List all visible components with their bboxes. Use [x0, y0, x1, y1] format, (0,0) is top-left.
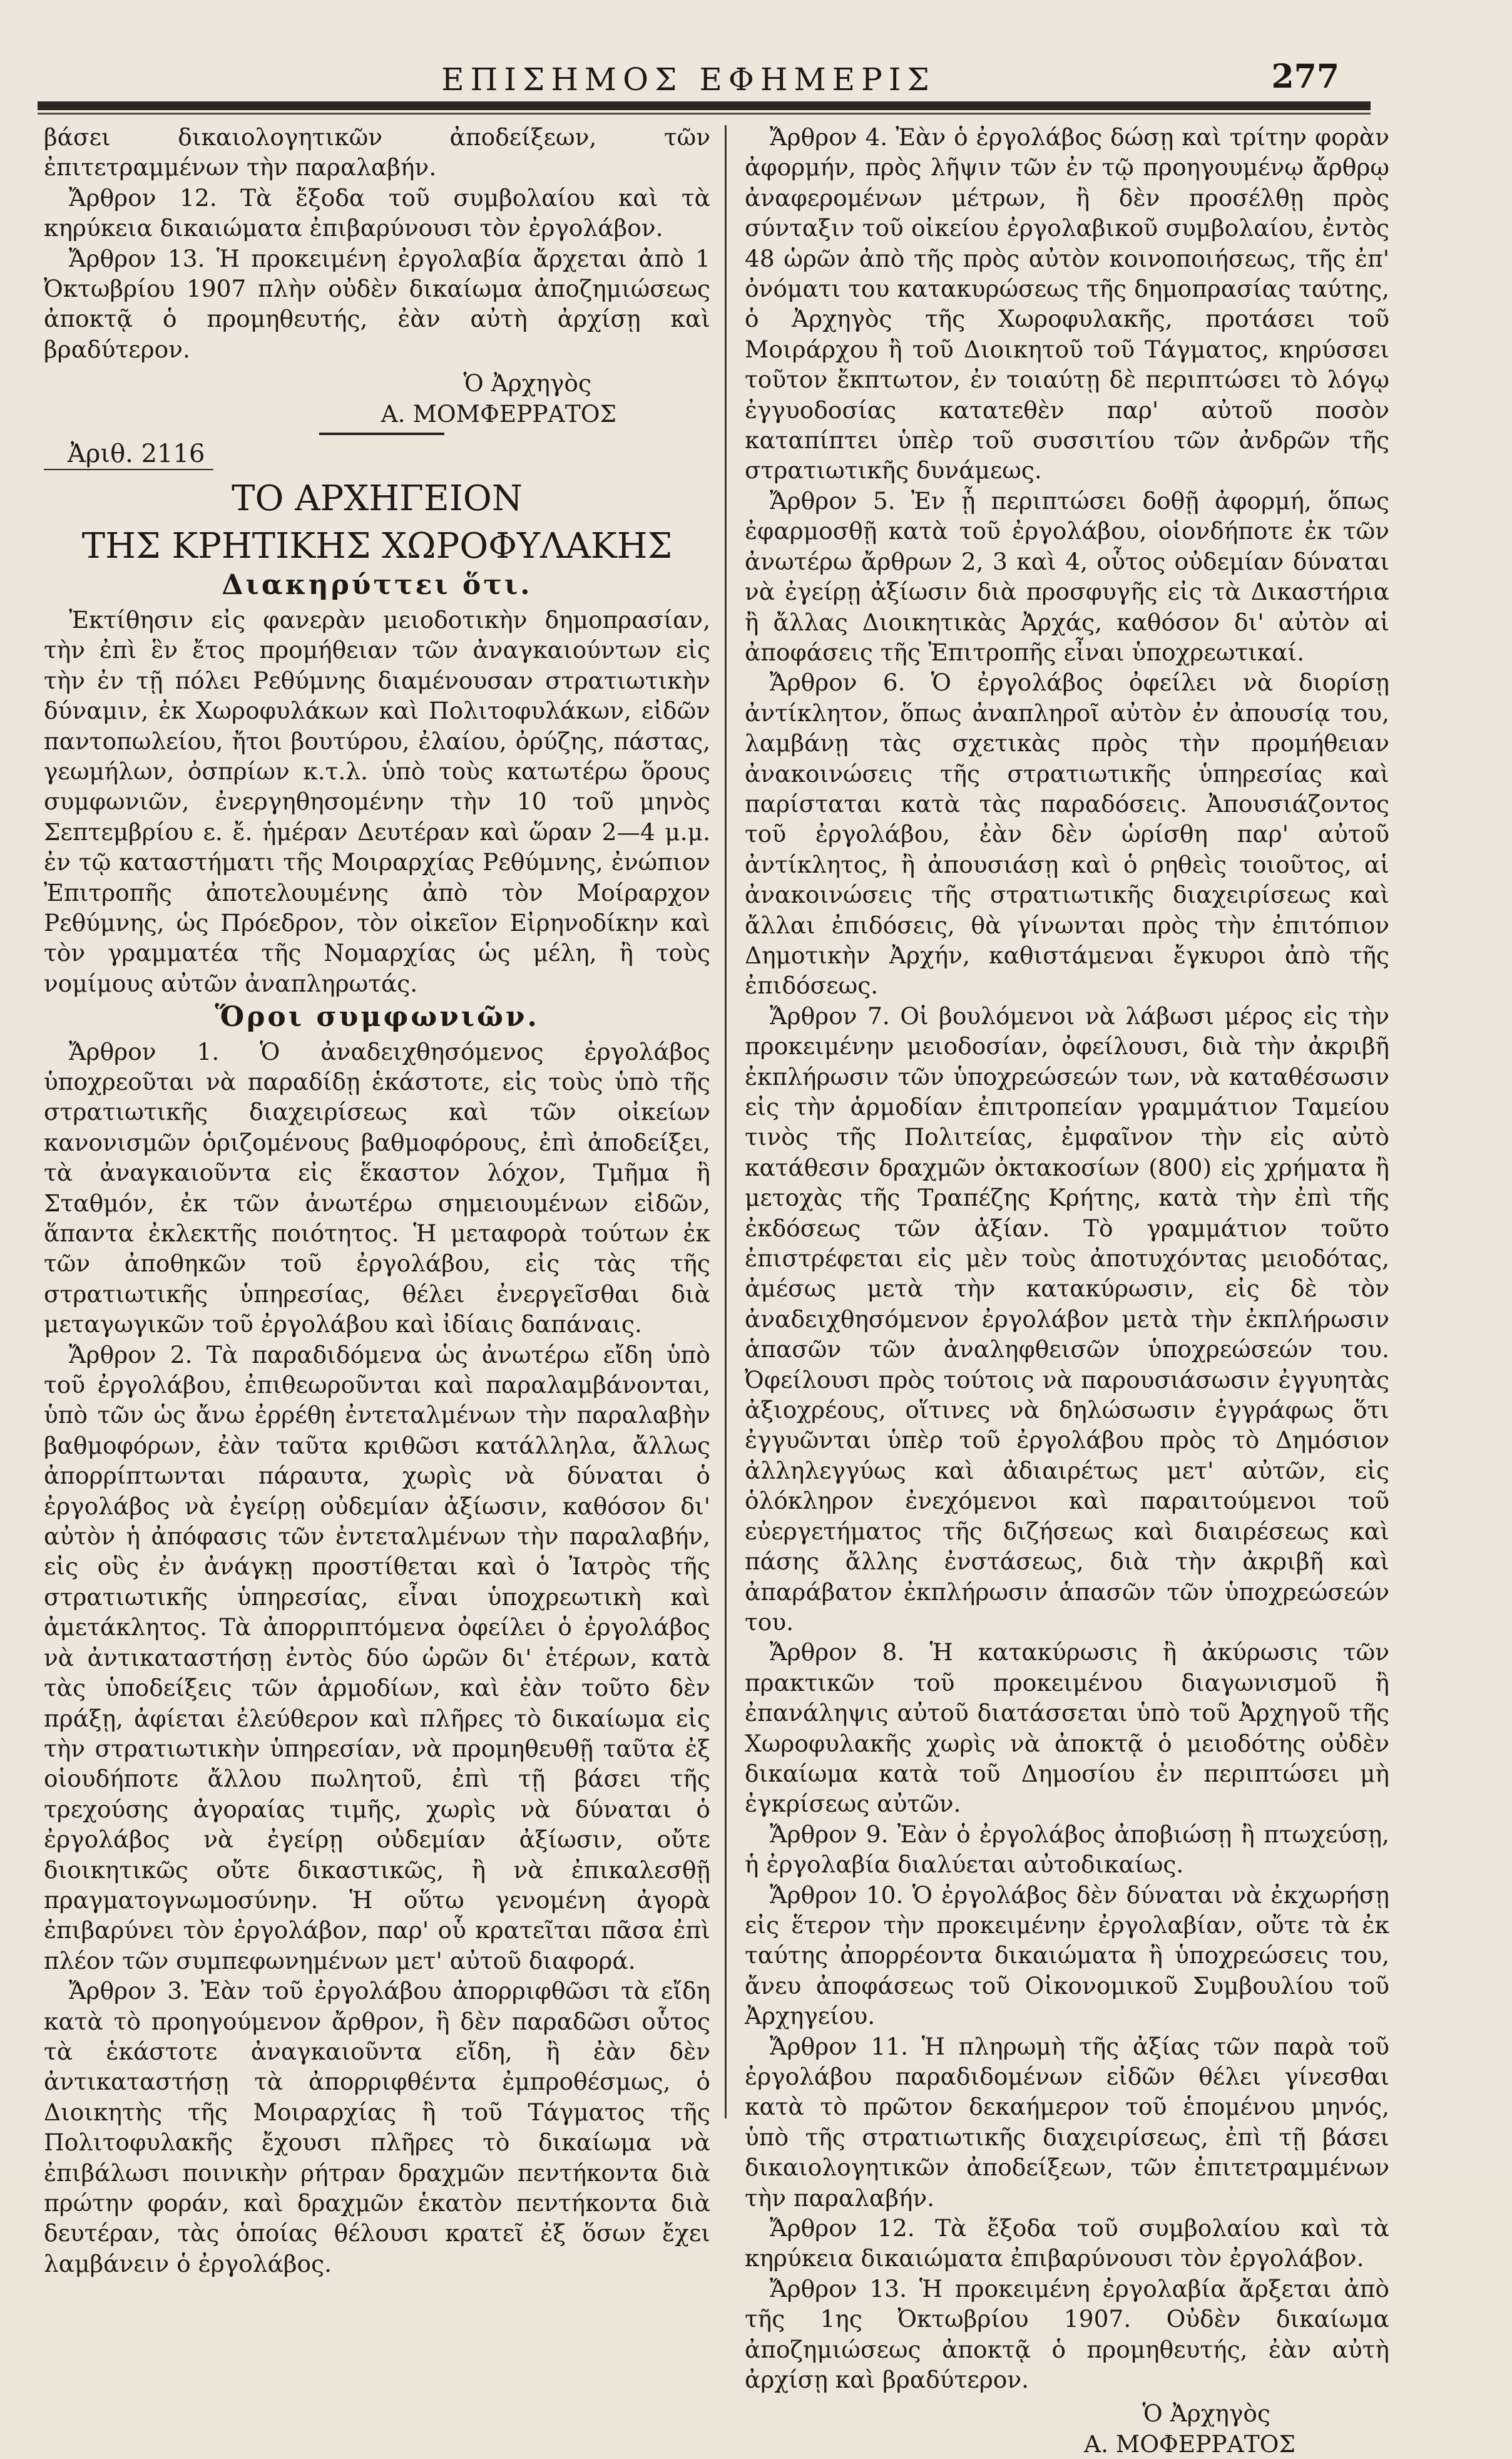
- article-11: Ἄρθρον 11. Ἡ πληρωμὴ τῆς ἀξίας τῶν παρὰ τοῦ ἐργολάβου παραδιδομένων εἰδῶν θέλει γίνεσθαι κατὰ τὸ πρῶτον δεκαήμερον τοῦ ἑπομένου μηνός, ὑπὸ τῆς στρατιωτικῆς διαχειρίσεως, ἐπὶ τῇ βάσει δικαιολογητικῶν ἀποδείξεων, τῶν ἐπιτετραμμένων τὴν παραλαβήν.: [745, 2032, 1389, 2212]
- signature-name: Α. ΜΟΜΦΕΡΡΑΤΟΣ: [381, 399, 616, 428]
- left-column: [44, 122, 710, 2277]
- article-13: Ἄρθρον 13. Ἡ προκειμένη ἐργολαβία ἄρξεται ἀπὸ τῆς 1ης Ὀκτωβρίου 1907. Οὐδὲν δικαίωμα ἀποζημιώσεως ἀποκτᾷ ὁ προμηθευτής, ἐὰν αὐτὴ ἀρχίσῃ καὶ βραδύτερον.: [745, 2274, 1389, 2394]
- page-number: 277: [1271, 58, 1339, 96]
- signature-title: Ὁ Ἀρχηγὸς: [463, 369, 591, 398]
- decree-intro: Ἐκτίθησιν εἰς φανερὰν μειοδοτικὴν δημοπρασίαν, τὴν ἐπὶ ἓν ἔτος προμήθειαν τῶν ἀναγκαιούντων εἰς τὴν ἐν τῇ πόλει Ρεθύμνης διαμένουσαν στρατιωτικὴν δύναμιν, ἐκ Χωροφυλάκων καὶ Πολιτοφυλάκων, εἰδῶν παντοπωλείου, ἤτοι βουτύρου, ἐλαίου, ὀρύζης, πάστας, γεωμήλων, ὀσπρίων κ.τ.λ. ὑπὸ τοὺς κατωτέρω ὅρους συμφωνιῶν, ἐνεργηθησομένην τὴν 10 τοῦ μηνὸς Σεπτεμβρίου ε. ἔ. ἡμέραν Δευτέραν καὶ ὥραν 2—4 μ.μ. ἐν τῷ καταστήματι τῆς Μοιραρχίας Ρεθύμνης, ἐνώπιον Ἐπιτροπῆς ἀποτελουμένης ἀπὸ τὸν Μοίραρχον Ρεθύμνης, ὡς Πρόεδρον, τὸν οἰκεῖον Εἰρηνοδίκην καὶ τὸν γραμματέα τῆς Νομαρχίας ὡς μέλη, ἢ τοὺς νομίμους αὐτῶν ἀναπληρωτάς.: [44, 605, 710, 997]
- article-5: Ἄρθρον 5. Ἐν ᾗ περιπτώσει δοθῇ ἀφορμή, ὅπως ἐφαρμοσθῇ κατὰ τοῦ ἐργολάβου, οἱονδήποτε ἐκ τῶν ἀνωτέρω ἄρθρων 2, 3 καὶ 4, οὗτος οὐδεμίαν δύναται νὰ ἐγείρῃ ἀξίωσιν διὰ προσφυγῆς εἰς τὰ Δικαστήρια ἢ ἄλλας Διοικητικὰς Ἀρχάς, καθόσον δι' αὐτὸν αἱ ἀποφάσεις τῆς Ἐπιτροπῆς εἶναι ὑποχρεωτικαί.: [745, 486, 1389, 666]
- column-divider: [725, 125, 727, 2118]
- article-1: Ἄρθρον 1. Ὁ ἀναδειχθησόμενος ἐργολάβος ὑποχρεοῦται νὰ παραδίδῃ ἑκάστοτε, εἰς τοὺς ὑπὸ τῆς στρατιωτικῆς διαχειρίσεως καὶ τῶν οἰκείων κανονισμῶν ὁριζομένους βαθμοφόρους, ἐπὶ ἀποδείξει, τὰ ἀναγκαιοῦντα εἰς ἕκαστον λόχον, Τμῆμα ἢ Σταθμόν, ἐκ τῶν ἀνωτέρω σημειουμένων εἰδῶν, ἅπαντα ἐκλεκτῆς ποιότητος. Ἡ μεταφορὰ τούτων ἐκ τῶν ἀποθηκῶν τοῦ ἐργολάβου, εἰς τὰς τῆς στρατιωτικῆς ὑπηρεσίας, θέλει ἐνεργεῖσθαι διὰ μεταγωγικῶν τοῦ ἐργολάβου καὶ ἰδίαις δαπάναις.: [44, 1037, 710, 1338]
- article-4: Ἄρθρον 4. Ἐὰν ὁ ἐργολάβος δώσῃ καὶ τρίτην φορὰν ἀφορμήν, πρὸς λῆψιν τῶν ἐν τῷ προηγουμένῳ ἄρθρῳ ἀναφερομένων μέτρων, ἢ δὲν προσέλθῃ πρὸς σύνταξιν τοῦ οἰκείου ἐργολαβικοῦ συμβολαίου, ἐντὸς 48 ὡρῶν ἀπὸ τῆς πρὸς αὐτὸν κοινοποιήσεως, τῆς ἐπ' ὀνόματι του κατακυρώσεως τῆς δημοπρασίας ταύτης, ὁ Ἀρχηγὸς τῆς Χωροφυλακῆς, προτάσει τοῦ Μοιράρχου ἢ τοῦ Διοικητοῦ τοῦ Τάγματος, κηρύσσει τοῦτον ἔκπτωτον, ἐν τοιαύτῃ δὲ περιπτώσει τὸ λόγῳ ἐγγυοδοσίας κατατεθὲν παρ' αὐτοῦ ποσὸν καταπίπτει ὑπὲρ τοῦ συσσιτίου τῶν ἀνδρῶν τῆς στρατιωτικῆς δυνάμεως.: [745, 123, 1389, 485]
- signature-title-right: Ὁ Ἀρχηγὸς: [1142, 2400, 1270, 2428]
- terms-heading: Ὅροι συμφωνιῶν.: [215, 1001, 539, 1034]
- right-column: [745, 122, 1389, 2458]
- article-7: Ἄρθρον 7. Οἱ βουλόμενοι νὰ λάβωσι μέρος εἰς τὴν προκειμένην μειοδοσίαν, ὀφείλουσι, διὰ τὴν ἀκριβῆ ἐκπλήρωσιν τῶν ὑποχρεώσεών των, νὰ καταθέσωσιν εἰς τὴν ἁρμοδίαν ἐπιτροπείαν γραμμάτιον Ταμείου τινὸς τῆς Πολιτείας, ἐμφαῖνον τὴν εἰς αὐτὸ κατάθεσιν δραχμῶν ὀκτακοσίων (800) εἰς χρήματα ἢ μετοχὰς τῆς Τραπέζης Κρήτης, κατὰ τὴν ἐπὶ τῆς ἐκδόσεως τῶν ἀξίαν. Τὸ γραμμάτιον τοῦτο ἐπιστρέφεται εἰς μὲν τοὺς ἀποτυχόντας μειοδότας, ἀμέσως μετὰ τὴν κατακύρωσιν, εἰς δὲ τὸν ἀναδειχθησόμενον ἐργολάβον μετὰ τὴν ἐκπλήρωσιν ἁπασῶν τῶν ἀναληφθεισῶν ὑποχρεώσεών του. Ὀφείλουσι πρὸς τούτοις νὰ παρουσιάσωσιν ἐγγυητὰς ἀξιοχρέους, οἵτινες νὰ δηλώσωσιν ἐγγράφως ὅτι ἐγγυῶνται ὑπὲρ τοῦ ἐργολάβου πρὸς τὸ Δημόσιον ἀλληλεγγύως καὶ ἀδιαιρέτως μετ' αὐτῶν, εἰς ὁλόκληρον ἐνεχόμενοι καὶ παραιτούμενοι τοῦ εὐεργετήματος τῆς διζήσεως καὶ διαιρέσεως καὶ πάσης ἄλλης ἐνστάσεως, διὰ τὴν ἀκριβῆ καὶ ἀπαράβατον ἐκπλήρωσιν ἁπασῶν τῶν ὑποχρεώσεών του.: [745, 1002, 1389, 1636]
- article-12-continued: Ἄρθρον 12. Τὰ ἔξοδα τοῦ συμβολαίου καὶ τὰ κηρύκεια δικαιώματα ἐπιβαρύνουσι τὸν ἐργολάβον.: [44, 183, 710, 242]
- article-2: Ἄρθρον 2. Τὰ παραδιδόμενα ὡς ἀνωτέρω εἴδη ὑπὸ τοῦ ἐργολάβου, ἐπιθεωροῦνται καὶ παραλαμβάνονται, ὑπὸ τῶν ὡς ἄνω ἐρρέθη ἐντεταλμένων τὴν παραλαβὴν βαθμοφόρων, ἐὰν ταῦτα κριθῶσι κατάλληλα, ἄλλως ἀπορρίπτωνται πάραυτα, χωρὶς νὰ δύναται ὁ ἐργολάβος νὰ ἐγείρῃ οὐδεμίαν ἀξίωσιν, καθόσον δι' αὐτὸν ἡ ἀπόφασις τῶν ἐντεταλμένων τὴν παραλαβήν, εἰς οὓς ἐν ἀνάγκῃ προστίθεται καὶ ὁ Ἰατρὸς τῆς στρατιωτικῆς ὑπηρεσίας, εἶναι ὑποχρεωτικὴ καὶ ἀμετάκλητος. Τὰ ἀπορριπτόμενα ὀφείλει ὁ ἐργολάβος νὰ ἀντικαταστήσῃ ἐντὸς δύο ὡρῶν δι' ἑτέρων, κατὰ τὰς ὑποδείξεις τῶν ἁρμοδίων, καὶ ἐὰν τοῦτο δὲν πράξῃ, ἀφίεται ἐλεύθερον καὶ πλῆρες τὸ δικαίωμα εἰς τὴν στρατιωτικὴν ὑπηρεσίαν, νὰ προμηθευθῇ ταῦτα ἐξ οἱουδήποτε ἄλλου πωλητοῦ, ἐπὶ τῇ βάσει τῆς τρεχούσης ἀγοραίας τιμῆς, χωρὶς νὰ δύναται ὁ ἐργολάβος νὰ ἐγείρῃ οὐδεμίαν ἀξίωσιν, οὔτε διοικητικῶς οὔτε δικαστικῶς, ἢ νὰ ἐπικαλεσθῇ πραγματογνωμοσύνην. Ἡ οὕτω γενομένη ἀγορὰ ἐπιβαρύνει τὸν ἐργολάβον, παρ' οὗ κρατεῖται πᾶσα ἐπὶ πλέον τῶν συμπεφωνημένων μετ' αὐτοῦ διαφορά.: [44, 1340, 710, 1974]
- article-8: Ἄρθρον 8. Ἡ κατακύρωσις ἢ ἀκύρωσις τῶν πρακτικῶν τοῦ προκειμένου διαγωνισμοῦ ἢ ἐπανάληψις αὐτοῦ διατάσσεται ὑπὸ τοῦ Ἀρχηγοῦ τῆς Χωροφυλακῆς χωρὶς νὰ ἀποκτᾷ ὁ μειοδότης οὐδὲν δικαίωμα κατὰ τοῦ Δημοσίου ἐν περιπτώσει μὴ ἐγκρίσεως αὐτῶν.: [745, 1638, 1389, 1818]
- page-header: [38, 50, 1339, 100]
- signature-name-right: Α. ΜΟΦΕΡΡΑΤΟΣ: [1084, 2430, 1295, 2458]
- article-3: Ἄρθρον 3. Ἐὰν τοῦ ἐργολάβου ἀπορριφθῶσι τὰ εἴδη κατὰ τὸ προηγούμενον ἄρθρον, ἢ δὲν παραδῶσι οὗτος τὰ ἑκάστοτε ἀναγκαιοῦντα εἴδη, ἢ ἐὰν δὲν ἀντικαταστήσῃ τὰ ἀπορριφθέντα ἐμπροθέσμως, ὁ Διοικητὴς τῆς Μοιραρχίας ἢ τοῦ Τάγματος τῆς Πολιτοφυλακῆς ἔχουσι πλῆρες τὸ δικαίωμα νὰ ἐπιβάλωσι ποινικὴν ρήτραν δραχμῶν πεντήκοντα διὰ πρώτην φοράν, καὶ δραχμῶν ἑκατὸν πεντήκοντα διὰ δευτέραν, τὰς ὁποίας θέλουσι κρατεῖ ἐξ ὅσων ἔχει λαμβάνειν ὁ ἐργολάβος.: [44, 1977, 710, 2277]
- gazette-title: ΕΠΙΣΗΜΟΣ ΕΦΗΜΕΡΙΣ: [441, 61, 936, 98]
- section-divider: [319, 433, 444, 435]
- continued-text: βάσει δικαιολογητικῶν ἀποδείξεων, τῶν ἐπιτετραμμένων τὴν παραλαβήν.: [44, 123, 710, 182]
- decree-heading-line1: ΤΟ ΑΡΧΗΓΕΙΟΝ: [232, 478, 523, 520]
- article-12: Ἄρθρον 12. Τὰ ἔξοδα τοῦ συμβολαίου καὶ τὰ κηρύκεια δικαιώματα ἐπιβαρύνουσι τὸν ἐργολάβον.: [745, 2214, 1389, 2272]
- header-rule: [38, 101, 1371, 110]
- announces-subheading: Διακηρύττει ὅτι.: [222, 569, 533, 602]
- article-6: Ἄρθρον 6. Ὁ ἐργολάβος ὀφείλει νὰ διορίσῃ ἀντίκλητον, ὅπως ἀναπληροῖ αὐτὸν ἐν ἀπουσίᾳ του, λαμβάνῃ τὰς σχετικὰς πρὸς τὴν προμήθειαν ἀνακοινώσεις τῆς στρατιωτικῆς ὑπηρεσίας καὶ παρίσταται κατὰ τὰς παραδόσεις. Ἀπουσιάζοντος τοῦ ἐργολάβου, ἐὰν δὲν ὡρίσθη παρ' αὐτοῦ ἀντίκλητος, ἢ ἀπουσιάσῃ καὶ ὁ ρηθεὶς τοιοῦτος, αἱ ἀνακοινώσεις τῆς στρατιωτικῆς διαχειρίσεως καὶ ἄλλαι ἐπιδόσεις, θὰ γίνωνται πρὸς τὴν ἐπιτόπιον Δημοτικὴν Ἀρχήν, καθιστάμεναι ἔγκυροι ἀπὸ τῆς ἐπιδόσεως.: [745, 669, 1389, 1000]
- header-rule-thin: [38, 113, 1371, 115]
- article-13-continued: Ἄρθρον 13. Ἡ προκειμένη ἐργολαβία ἄρχεται ἀπὸ 1 Ὀκτωβρίου 1907 πλὴν οὐδὲν δικαίωμα ἀποζημιώσεως ἀποκτᾷ ὁ προμηθευτής, ἐὰν αὐτὴ ἀρχίσῃ καὶ βραδύτερον.: [44, 244, 710, 363]
- decree-heading-line2: ΤΗΣ ΚΡΗΤΙΚΗΣ ΧΩΡΟΦΥΛΑΚΗΣ: [81, 526, 673, 567]
- article-10: Ἄρθρον 10. Ὁ ἐργολάβος δὲν δύναται νὰ ἐκχωρήσῃ εἰς ἕτερον τὴν προκειμένην ἐργολαβίαν, οὔτε τὰ ἐκ ταύτης ἀπορρέοντα δικαιώματα ἢ ὑποχρεώσεις του, ἄνευ ἀποφάσεως τοῦ Οἰκονομικοῦ Συμβουλίου τοῦ Ἀρχηγείου.: [745, 1881, 1389, 2030]
- decree-number: Ἀριθ. 2116: [44, 439, 213, 470]
- article-9: Ἄρθρον 9. Ἐὰν ὁ ἐργολάβος ἀποβιώσῃ ἢ πτωχεύσῃ, ἡ ἐργολαβία διαλύεται αὐτοδικαίως.: [745, 1820, 1389, 1879]
